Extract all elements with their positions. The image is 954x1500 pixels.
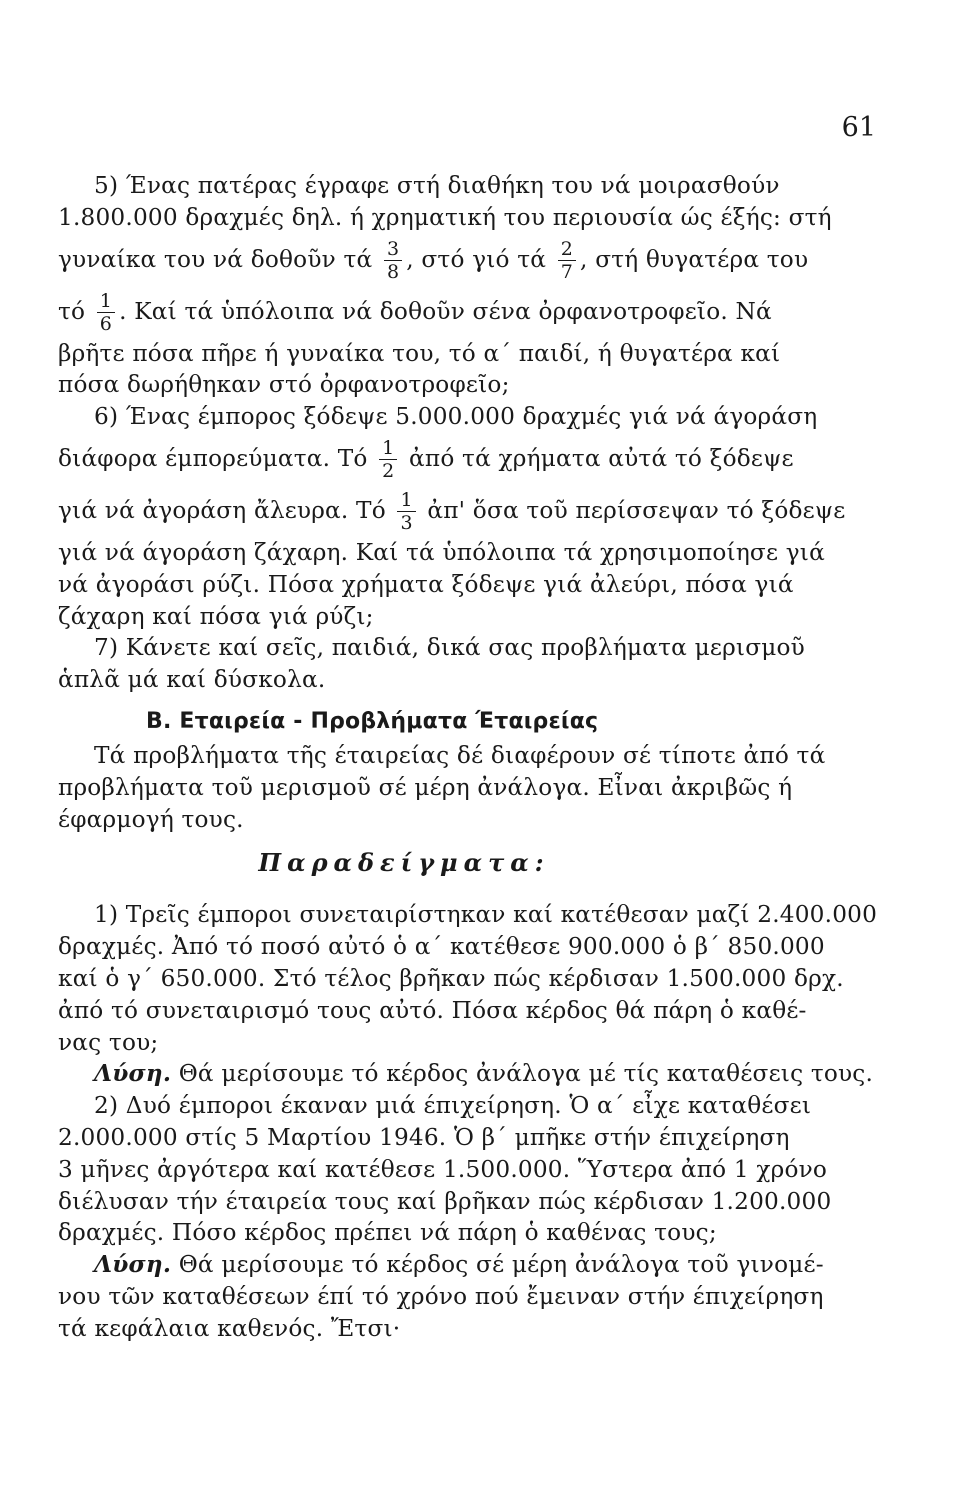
text: γυναίκα του νά δοθοῦν τά — [58, 245, 373, 273]
section-b-intro-line2: προβλήματα τοῦ μερισμοῦ σέ μέρη ἀνάλογα. Εἶναι ἀκριβῶς ή — [58, 773, 793, 801]
example2-solution-line1 — [58, 1249, 824, 1281]
problem5-line6: πόσα δωρήθηκαν στό ὀρφανοτροφεῖο; — [58, 371, 510, 399]
frac-num: 2 — [558, 240, 576, 261]
frac-den: 2 — [382, 459, 395, 482]
solution-label: Λύση. — [94, 1060, 172, 1088]
problem6-line4: γιά νά άγοράση ζάχαρη. Καί τά ὑπόλοιπα τά χρησιμοποίησε γιά — [58, 538, 825, 566]
fraction-1-6 — [97, 289, 115, 335]
problem6-line2 — [58, 433, 794, 485]
text: , στή θυγατέρα του — [580, 245, 809, 273]
example2-line2: 2.000.000 στίς 5 Μαρτίου 1946. Ὁ β΄ μπῆκε στήν έπιχείρηση — [58, 1123, 790, 1151]
section-b-intro-line3: έφαρμογή τους. — [58, 805, 244, 833]
frac-num: 3 — [384, 240, 402, 261]
problem7-line2: ἁπλᾶ μά καί δύσκολα. — [58, 666, 326, 694]
example2-solution-line2: νου τῶν καταθέσεων έπί τό χρόνο πού ἔμειναν στήν έπιχείρηση — [58, 1282, 824, 1310]
text: γιά νά ἀγοράση ἄλευρα. Τό — [58, 496, 386, 524]
text: διάφορα έμπορεύματα. Τό — [58, 444, 368, 472]
problem5-line4 — [58, 286, 770, 338]
text: , στό γιό τά — [406, 245, 547, 273]
example1-line3: καί ὁ γ΄ 650.000. Στό τέλος βρῆκαν πώς κέρδισαν 1.500.000 δρχ. — [58, 964, 844, 992]
page-number: 61 — [841, 112, 876, 143]
section-b-heading: Β. Εταιρεία - Προβλήματα Έταιρείας — [146, 708, 599, 734]
example2-solution-line3: τά κεφάλαια καθενός. Ἔτσι· — [58, 1314, 401, 1342]
spacer — [58, 887, 770, 899]
frac-den: 6 — [99, 312, 113, 335]
problem7-line1: 7) Κάνετε καί σεῖς, παιδιά, δικά σας προβλήματα μερισμοῦ — [94, 634, 805, 662]
fraction-1-3 — [397, 488, 415, 534]
example2-line4: διέλυσαν τήν έταιρεία τους καί βρῆκαν πώς κέρδισαν 1.200.000 — [58, 1187, 832, 1215]
frac-den: 3 — [400, 511, 413, 534]
frac-num: 1 — [97, 292, 115, 313]
solution-text: Θά μερίσουμε τό κέρδος σέ μέρη ἀνάλογα τοῦ γινομέ- — [178, 1251, 824, 1279]
text: τό — [58, 297, 86, 325]
text: ἀπ' ὅσα τοῦ περίσσεψαν τό ξόδεψε — [427, 496, 846, 524]
problem6-line3 — [58, 485, 846, 537]
example2-line3: 3 μῆνες ἀργότερα καί κατέθεσε 1.500.000. Ὕστερα ἀπό 1 χρόνο — [58, 1155, 828, 1183]
page-content — [58, 170, 878, 1345]
fraction-3-8 — [384, 237, 402, 283]
problem6-line5: νά ἀγοράσι ρύζι. Πόσα χρήματα ξόδεψε γιά ἀλεύρι, πόσα γιά — [58, 570, 794, 598]
frac-den: 8 — [386, 260, 400, 283]
text: ἀπό τά χρήματα αὐτά τό ξόδεψε — [409, 444, 794, 472]
solution-text: Θά μερίσουμε τό κέρδος ἀνάλογα μέ τίς καταθέσεις τους. — [178, 1060, 874, 1088]
problem6-line1: 6) Ένας έμπορος ξόδεψε 5.000.000 δραχμές γιά νά άγοράση — [94, 403, 818, 431]
example1-line1: 1) Τρεῖς έμποροι συνεταιρίστηκαν καί κατέθεσαν μαζί 2.400.000 — [94, 901, 878, 929]
example1-line2: δραχμές. Ἀπό τό ποσό αὐτό ὁ α΄ κατέθεσε 900.000 ὁ β΄ 850.000 — [58, 933, 825, 961]
problem5-line5: βρῆτε πόσα πῆρε ή γυναίκα του, τό α΄ παιδί, ή θυγατέρα καί — [58, 339, 781, 367]
frac-den: 7 — [560, 260, 574, 283]
section-b-intro-line1: Τά προβλήματα τῆς έταιρείας δέ διαφέρουν σέ τίποτε ἀπό τά — [94, 741, 826, 769]
solution-label: Λύση. — [94, 1251, 172, 1279]
example1-solution — [58, 1058, 874, 1090]
frac-num: 1 — [397, 491, 415, 512]
text: . Καί τά ὑπόλοιπα νά δοθοῦν σένα ὀρφανοτροφεῖο. Νά — [119, 297, 772, 325]
frac-num: 1 — [379, 439, 397, 460]
example1-line4: ἀπό τό συνεταιρισμό τους αὐτό. Πόσα κέρδος θά πάρη ὁ καθέ- — [58, 996, 807, 1024]
problem6-line6: ζάχαρη καί πόσα γιά ρύζι; — [58, 602, 374, 630]
examples-heading: Παραδείγματα: — [258, 848, 550, 878]
example2-line1: 2) Δυό έμποροι έκαναν μιά έπιχείρηση. Ὁ α΄ εἶχε καταθέσει — [94, 1092, 812, 1120]
problem5-line1: 5) Ένας πατέρας έγραφε στή διαθήκη του νά μοιρασθούν — [94, 172, 780, 199]
fraction-2-7 — [558, 237, 576, 283]
problem5-line3 — [58, 234, 809, 286]
fraction-1-2 — [379, 436, 397, 482]
example1-line5: νας του; — [58, 1028, 159, 1056]
example2-line5: δραχμές. Πόσο κέρδος πρέπει νά πάρη ὁ καθένας τους; — [58, 1219, 717, 1247]
problem5-line2: 1.800.000 δραχμές δηλ. ή χρηματική του περιουσία ώς έξής: στή — [58, 203, 832, 231]
